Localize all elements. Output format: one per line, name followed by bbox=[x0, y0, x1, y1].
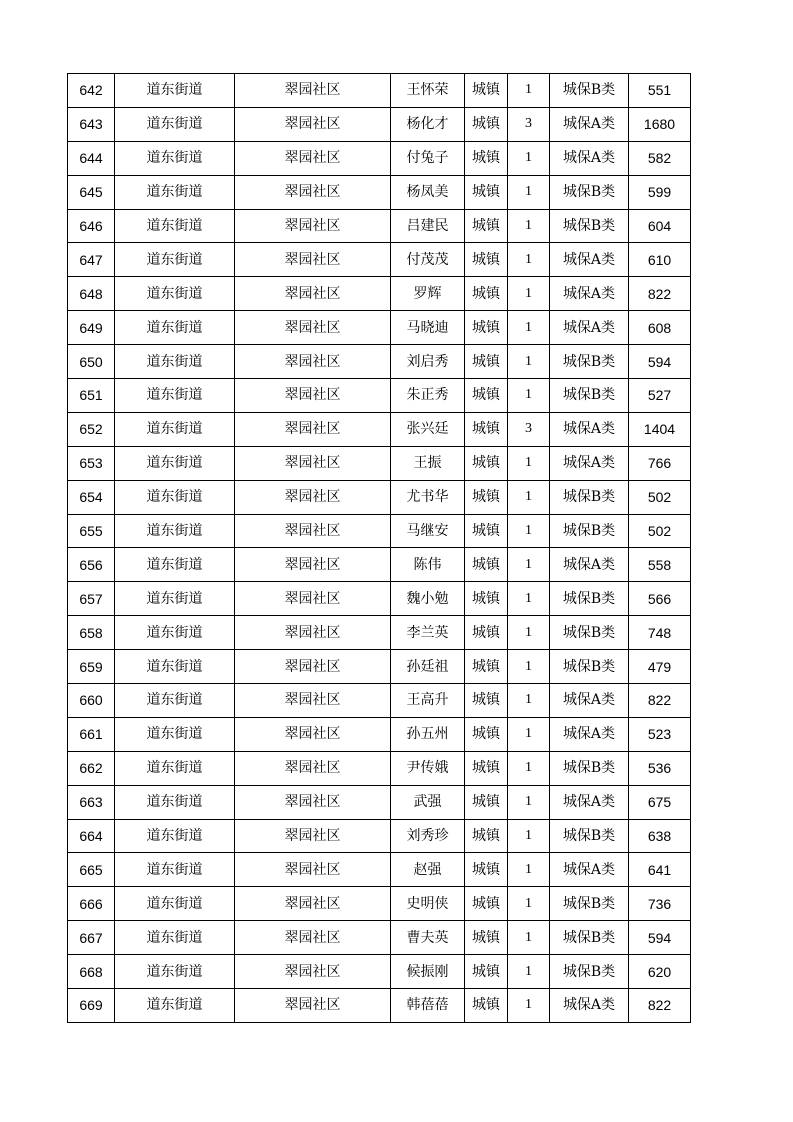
table-row bbox=[68, 853, 691, 887]
cell-amount: 748 bbox=[629, 616, 691, 650]
cell-people-count: 1 bbox=[508, 175, 550, 209]
cell-people-count: 1 bbox=[508, 74, 550, 108]
cell-household-type: 城镇 bbox=[465, 107, 508, 141]
table-row bbox=[68, 412, 691, 446]
cell-community: 翠园社区 bbox=[235, 74, 391, 108]
cell-community: 翠园社区 bbox=[235, 107, 391, 141]
table-row bbox=[68, 785, 691, 819]
cell-people-count: 1 bbox=[508, 311, 550, 345]
cell-street: 道东街道 bbox=[115, 107, 235, 141]
cell-household-type: 城镇 bbox=[465, 514, 508, 548]
cell-street: 道东街道 bbox=[115, 921, 235, 955]
cell-street: 道东街道 bbox=[115, 751, 235, 785]
cell-amount: 675 bbox=[629, 785, 691, 819]
cell-street: 道东街道 bbox=[115, 955, 235, 989]
cell-amount: 736 bbox=[629, 887, 691, 921]
cell-serial-number: 666 bbox=[68, 887, 115, 921]
cell-name: 候振刚 bbox=[391, 955, 465, 989]
cell-household-type: 城镇 bbox=[465, 650, 508, 684]
cell-street: 道东街道 bbox=[115, 819, 235, 853]
cell-amount: 766 bbox=[629, 446, 691, 480]
cell-people-count: 1 bbox=[508, 785, 550, 819]
cell-insurance-category: 城保A类 bbox=[550, 684, 629, 718]
cell-serial-number: 642 bbox=[68, 74, 115, 108]
cell-name: 孙廷祖 bbox=[391, 650, 465, 684]
cell-serial-number: 655 bbox=[68, 514, 115, 548]
cell-insurance-category: 城保B类 bbox=[550, 514, 629, 548]
table-row bbox=[68, 989, 691, 1023]
cell-name: 尤书华 bbox=[391, 480, 465, 514]
cell-household-type: 城镇 bbox=[465, 684, 508, 718]
cell-serial-number: 662 bbox=[68, 751, 115, 785]
cell-household-type: 城镇 bbox=[465, 209, 508, 243]
cell-serial-number: 658 bbox=[68, 616, 115, 650]
cell-amount: 502 bbox=[629, 480, 691, 514]
cell-household-type: 城镇 bbox=[465, 480, 508, 514]
table-row bbox=[68, 684, 691, 718]
cell-people-count: 1 bbox=[508, 955, 550, 989]
table-row bbox=[68, 175, 691, 209]
cell-name: 付兔子 bbox=[391, 141, 465, 175]
table-row bbox=[68, 717, 691, 751]
cell-amount: 536 bbox=[629, 751, 691, 785]
cell-street: 道东街道 bbox=[115, 684, 235, 718]
cell-people-count: 1 bbox=[508, 277, 550, 311]
cell-people-count: 1 bbox=[508, 616, 550, 650]
cell-amount: 822 bbox=[629, 684, 691, 718]
cell-community: 翠园社区 bbox=[235, 684, 391, 718]
cell-community: 翠园社区 bbox=[235, 548, 391, 582]
cell-insurance-category: 城保B类 bbox=[550, 819, 629, 853]
cell-serial-number: 652 bbox=[68, 412, 115, 446]
cell-name: 朱正秀 bbox=[391, 379, 465, 413]
cell-name: 李兰英 bbox=[391, 616, 465, 650]
cell-community: 翠园社区 bbox=[235, 921, 391, 955]
cell-amount: 1404 bbox=[629, 412, 691, 446]
cell-people-count: 1 bbox=[508, 514, 550, 548]
table-row bbox=[68, 582, 691, 616]
cell-household-type: 城镇 bbox=[465, 548, 508, 582]
cell-household-type: 城镇 bbox=[465, 345, 508, 379]
cell-community: 翠园社区 bbox=[235, 582, 391, 616]
cell-people-count: 1 bbox=[508, 921, 550, 955]
cell-community: 翠园社区 bbox=[235, 175, 391, 209]
cell-street: 道东街道 bbox=[115, 209, 235, 243]
cell-household-type: 城镇 bbox=[465, 379, 508, 413]
cell-insurance-category: 城保B类 bbox=[550, 955, 629, 989]
cell-people-count: 1 bbox=[508, 989, 550, 1023]
cell-people-count: 1 bbox=[508, 582, 550, 616]
cell-street: 道东街道 bbox=[115, 379, 235, 413]
records-body bbox=[68, 74, 691, 1023]
cell-people-count: 1 bbox=[508, 853, 550, 887]
table-row bbox=[68, 243, 691, 277]
cell-people-count: 1 bbox=[508, 717, 550, 751]
cell-serial-number: 657 bbox=[68, 582, 115, 616]
cell-name: 曹夫英 bbox=[391, 921, 465, 955]
cell-amount: 523 bbox=[629, 717, 691, 751]
cell-name: 孙五州 bbox=[391, 717, 465, 751]
cell-community: 翠园社区 bbox=[235, 717, 391, 751]
cell-people-count: 1 bbox=[508, 819, 550, 853]
cell-serial-number: 644 bbox=[68, 141, 115, 175]
cell-street: 道东街道 bbox=[115, 480, 235, 514]
cell-amount: 620 bbox=[629, 955, 691, 989]
cell-insurance-category: 城保A类 bbox=[550, 107, 629, 141]
cell-household-type: 城镇 bbox=[465, 751, 508, 785]
cell-serial-number: 648 bbox=[68, 277, 115, 311]
table-row bbox=[68, 446, 691, 480]
cell-household-type: 城镇 bbox=[465, 921, 508, 955]
cell-insurance-category: 城保A类 bbox=[550, 989, 629, 1023]
cell-people-count: 1 bbox=[508, 684, 550, 718]
table-row bbox=[68, 887, 691, 921]
cell-serial-number: 647 bbox=[68, 243, 115, 277]
cell-people-count: 1 bbox=[508, 650, 550, 684]
cell-community: 翠园社区 bbox=[235, 887, 391, 921]
cell-insurance-category: 城保B类 bbox=[550, 480, 629, 514]
table-row bbox=[68, 921, 691, 955]
cell-insurance-category: 城保B类 bbox=[550, 379, 629, 413]
cell-name: 罗辉 bbox=[391, 277, 465, 311]
cell-community: 翠园社区 bbox=[235, 311, 391, 345]
cell-serial-number: 653 bbox=[68, 446, 115, 480]
cell-community: 翠园社区 bbox=[235, 379, 391, 413]
cell-household-type: 城镇 bbox=[465, 175, 508, 209]
cell-amount: 558 bbox=[629, 548, 691, 582]
cell-amount: 594 bbox=[629, 921, 691, 955]
cell-street: 道东街道 bbox=[115, 446, 235, 480]
cell-amount: 527 bbox=[629, 379, 691, 413]
table-row bbox=[68, 141, 691, 175]
cell-household-type: 城镇 bbox=[465, 717, 508, 751]
table-row bbox=[68, 514, 691, 548]
cell-amount: 822 bbox=[629, 989, 691, 1023]
cell-insurance-category: 城保B类 bbox=[550, 582, 629, 616]
cell-insurance-category: 城保B类 bbox=[550, 751, 629, 785]
cell-street: 道东街道 bbox=[115, 412, 235, 446]
cell-insurance-category: 城保A类 bbox=[550, 853, 629, 887]
cell-insurance-category: 城保A类 bbox=[550, 243, 629, 277]
cell-name: 陈伟 bbox=[391, 548, 465, 582]
cell-amount: 641 bbox=[629, 853, 691, 887]
cell-community: 翠园社区 bbox=[235, 616, 391, 650]
cell-serial-number: 665 bbox=[68, 853, 115, 887]
cell-amount: 608 bbox=[629, 311, 691, 345]
cell-serial-number: 650 bbox=[68, 345, 115, 379]
cell-amount: 822 bbox=[629, 277, 691, 311]
cell-community: 翠园社区 bbox=[235, 480, 391, 514]
cell-name: 赵强 bbox=[391, 853, 465, 887]
cell-community: 翠园社区 bbox=[235, 243, 391, 277]
table-row bbox=[68, 955, 691, 989]
cell-street: 道东街道 bbox=[115, 141, 235, 175]
cell-name: 王高升 bbox=[391, 684, 465, 718]
cell-serial-number: 668 bbox=[68, 955, 115, 989]
table-row bbox=[68, 650, 691, 684]
cell-serial-number: 664 bbox=[68, 819, 115, 853]
cell-community: 翠园社区 bbox=[235, 819, 391, 853]
table-row bbox=[68, 616, 691, 650]
cell-community: 翠园社区 bbox=[235, 209, 391, 243]
cell-street: 道东街道 bbox=[115, 650, 235, 684]
cell-people-count: 1 bbox=[508, 209, 550, 243]
cell-household-type: 城镇 bbox=[465, 446, 508, 480]
cell-name: 韩蓓蓓 bbox=[391, 989, 465, 1023]
cell-insurance-category: 城保B类 bbox=[550, 650, 629, 684]
cell-name: 尹传娥 bbox=[391, 751, 465, 785]
cell-household-type: 城镇 bbox=[465, 887, 508, 921]
cell-household-type: 城镇 bbox=[465, 785, 508, 819]
cell-insurance-category: 城保B类 bbox=[550, 616, 629, 650]
cell-name: 史明侠 bbox=[391, 887, 465, 921]
cell-amount: 551 bbox=[629, 74, 691, 108]
cell-insurance-category: 城保A类 bbox=[550, 446, 629, 480]
cell-street: 道东街道 bbox=[115, 582, 235, 616]
cell-name: 马继安 bbox=[391, 514, 465, 548]
table-row bbox=[68, 751, 691, 785]
cell-household-type: 城镇 bbox=[465, 412, 508, 446]
cell-insurance-category: 城保A类 bbox=[550, 548, 629, 582]
cell-serial-number: 643 bbox=[68, 107, 115, 141]
cell-household-type: 城镇 bbox=[465, 141, 508, 175]
cell-insurance-category: 城保A类 bbox=[550, 785, 629, 819]
cell-amount: 479 bbox=[629, 650, 691, 684]
cell-serial-number: 656 bbox=[68, 548, 115, 582]
cell-street: 道东街道 bbox=[115, 311, 235, 345]
cell-insurance-category: 城保A类 bbox=[550, 717, 629, 751]
cell-street: 道东街道 bbox=[115, 616, 235, 650]
cell-street: 道东街道 bbox=[115, 548, 235, 582]
cell-serial-number: 663 bbox=[68, 785, 115, 819]
cell-insurance-category: 城保B类 bbox=[550, 921, 629, 955]
table-row bbox=[68, 107, 691, 141]
cell-community: 翠园社区 bbox=[235, 345, 391, 379]
cell-community: 翠园社区 bbox=[235, 955, 391, 989]
cell-amount: 594 bbox=[629, 345, 691, 379]
table-row bbox=[68, 548, 691, 582]
cell-serial-number: 646 bbox=[68, 209, 115, 243]
cell-street: 道东街道 bbox=[115, 989, 235, 1023]
cell-street: 道东街道 bbox=[115, 74, 235, 108]
cell-street: 道东街道 bbox=[115, 175, 235, 209]
cell-community: 翠园社区 bbox=[235, 785, 391, 819]
table-row bbox=[68, 345, 691, 379]
cell-name: 吕建民 bbox=[391, 209, 465, 243]
cell-name: 马晓迪 bbox=[391, 311, 465, 345]
table-row bbox=[68, 277, 691, 311]
cell-insurance-category: 城保B类 bbox=[550, 345, 629, 379]
cell-people-count: 1 bbox=[508, 446, 550, 480]
cell-people-count: 1 bbox=[508, 141, 550, 175]
cell-household-type: 城镇 bbox=[465, 74, 508, 108]
cell-community: 翠园社区 bbox=[235, 514, 391, 548]
cell-people-count: 3 bbox=[508, 107, 550, 141]
cell-people-count: 1 bbox=[508, 548, 550, 582]
cell-community: 翠园社区 bbox=[235, 650, 391, 684]
cell-amount: 566 bbox=[629, 582, 691, 616]
cell-street: 道东街道 bbox=[115, 785, 235, 819]
cell-street: 道东街道 bbox=[115, 345, 235, 379]
cell-household-type: 城镇 bbox=[465, 989, 508, 1023]
cell-name: 杨凤美 bbox=[391, 175, 465, 209]
cell-insurance-category: 城保B类 bbox=[550, 887, 629, 921]
cell-name: 武强 bbox=[391, 785, 465, 819]
cell-name: 王怀荣 bbox=[391, 74, 465, 108]
cell-street: 道东街道 bbox=[115, 277, 235, 311]
cell-household-type: 城镇 bbox=[465, 311, 508, 345]
cell-amount: 610 bbox=[629, 243, 691, 277]
cell-household-type: 城镇 bbox=[465, 582, 508, 616]
cell-people-count: 3 bbox=[508, 412, 550, 446]
records-table bbox=[67, 73, 691, 1023]
cell-people-count: 1 bbox=[508, 379, 550, 413]
cell-insurance-category: 城保B类 bbox=[550, 209, 629, 243]
cell-name: 刘启秀 bbox=[391, 345, 465, 379]
cell-household-type: 城镇 bbox=[465, 853, 508, 887]
table-row bbox=[68, 819, 691, 853]
cell-insurance-category: 城保A类 bbox=[550, 311, 629, 345]
cell-insurance-category: 城保A类 bbox=[550, 141, 629, 175]
cell-name: 杨化才 bbox=[391, 107, 465, 141]
cell-people-count: 1 bbox=[508, 887, 550, 921]
cell-community: 翠园社区 bbox=[235, 989, 391, 1023]
cell-household-type: 城镇 bbox=[465, 616, 508, 650]
cell-insurance-category: 城保B类 bbox=[550, 74, 629, 108]
cell-household-type: 城镇 bbox=[465, 277, 508, 311]
table-row bbox=[68, 209, 691, 243]
cell-insurance-category: 城保B类 bbox=[550, 175, 629, 209]
cell-amount: 638 bbox=[629, 819, 691, 853]
cell-street: 道东街道 bbox=[115, 853, 235, 887]
cell-household-type: 城镇 bbox=[465, 243, 508, 277]
cell-name: 张兴廷 bbox=[391, 412, 465, 446]
cell-amount: 582 bbox=[629, 141, 691, 175]
cell-street: 道东街道 bbox=[115, 243, 235, 277]
cell-community: 翠园社区 bbox=[235, 277, 391, 311]
cell-serial-number: 645 bbox=[68, 175, 115, 209]
table-row bbox=[68, 379, 691, 413]
cell-community: 翠园社区 bbox=[235, 853, 391, 887]
cell-serial-number: 649 bbox=[68, 311, 115, 345]
cell-people-count: 1 bbox=[508, 751, 550, 785]
cell-people-count: 1 bbox=[508, 243, 550, 277]
cell-serial-number: 651 bbox=[68, 379, 115, 413]
cell-people-count: 1 bbox=[508, 480, 550, 514]
cell-serial-number: 660 bbox=[68, 684, 115, 718]
table-row bbox=[68, 311, 691, 345]
cell-community: 翠园社区 bbox=[235, 751, 391, 785]
cell-community: 翠园社区 bbox=[235, 141, 391, 175]
cell-people-count: 1 bbox=[508, 345, 550, 379]
table-row bbox=[68, 74, 691, 108]
cell-street: 道东街道 bbox=[115, 717, 235, 751]
cell-serial-number: 669 bbox=[68, 989, 115, 1023]
cell-name: 魏小勉 bbox=[391, 582, 465, 616]
cell-serial-number: 667 bbox=[68, 921, 115, 955]
cell-amount: 502 bbox=[629, 514, 691, 548]
cell-community: 翠园社区 bbox=[235, 446, 391, 480]
table-row bbox=[68, 480, 691, 514]
cell-amount: 604 bbox=[629, 209, 691, 243]
cell-insurance-category: 城保A类 bbox=[550, 412, 629, 446]
cell-serial-number: 661 bbox=[68, 717, 115, 751]
cell-household-type: 城镇 bbox=[465, 819, 508, 853]
cell-name: 付茂茂 bbox=[391, 243, 465, 277]
cell-serial-number: 654 bbox=[68, 480, 115, 514]
cell-serial-number: 659 bbox=[68, 650, 115, 684]
cell-name: 刘秀珍 bbox=[391, 819, 465, 853]
cell-amount: 1680 bbox=[629, 107, 691, 141]
cell-street: 道东街道 bbox=[115, 514, 235, 548]
cell-name: 王振 bbox=[391, 446, 465, 480]
cell-household-type: 城镇 bbox=[465, 955, 508, 989]
cell-insurance-category: 城保A类 bbox=[550, 277, 629, 311]
cell-amount: 599 bbox=[629, 175, 691, 209]
cell-community: 翠园社区 bbox=[235, 412, 391, 446]
cell-street: 道东街道 bbox=[115, 887, 235, 921]
